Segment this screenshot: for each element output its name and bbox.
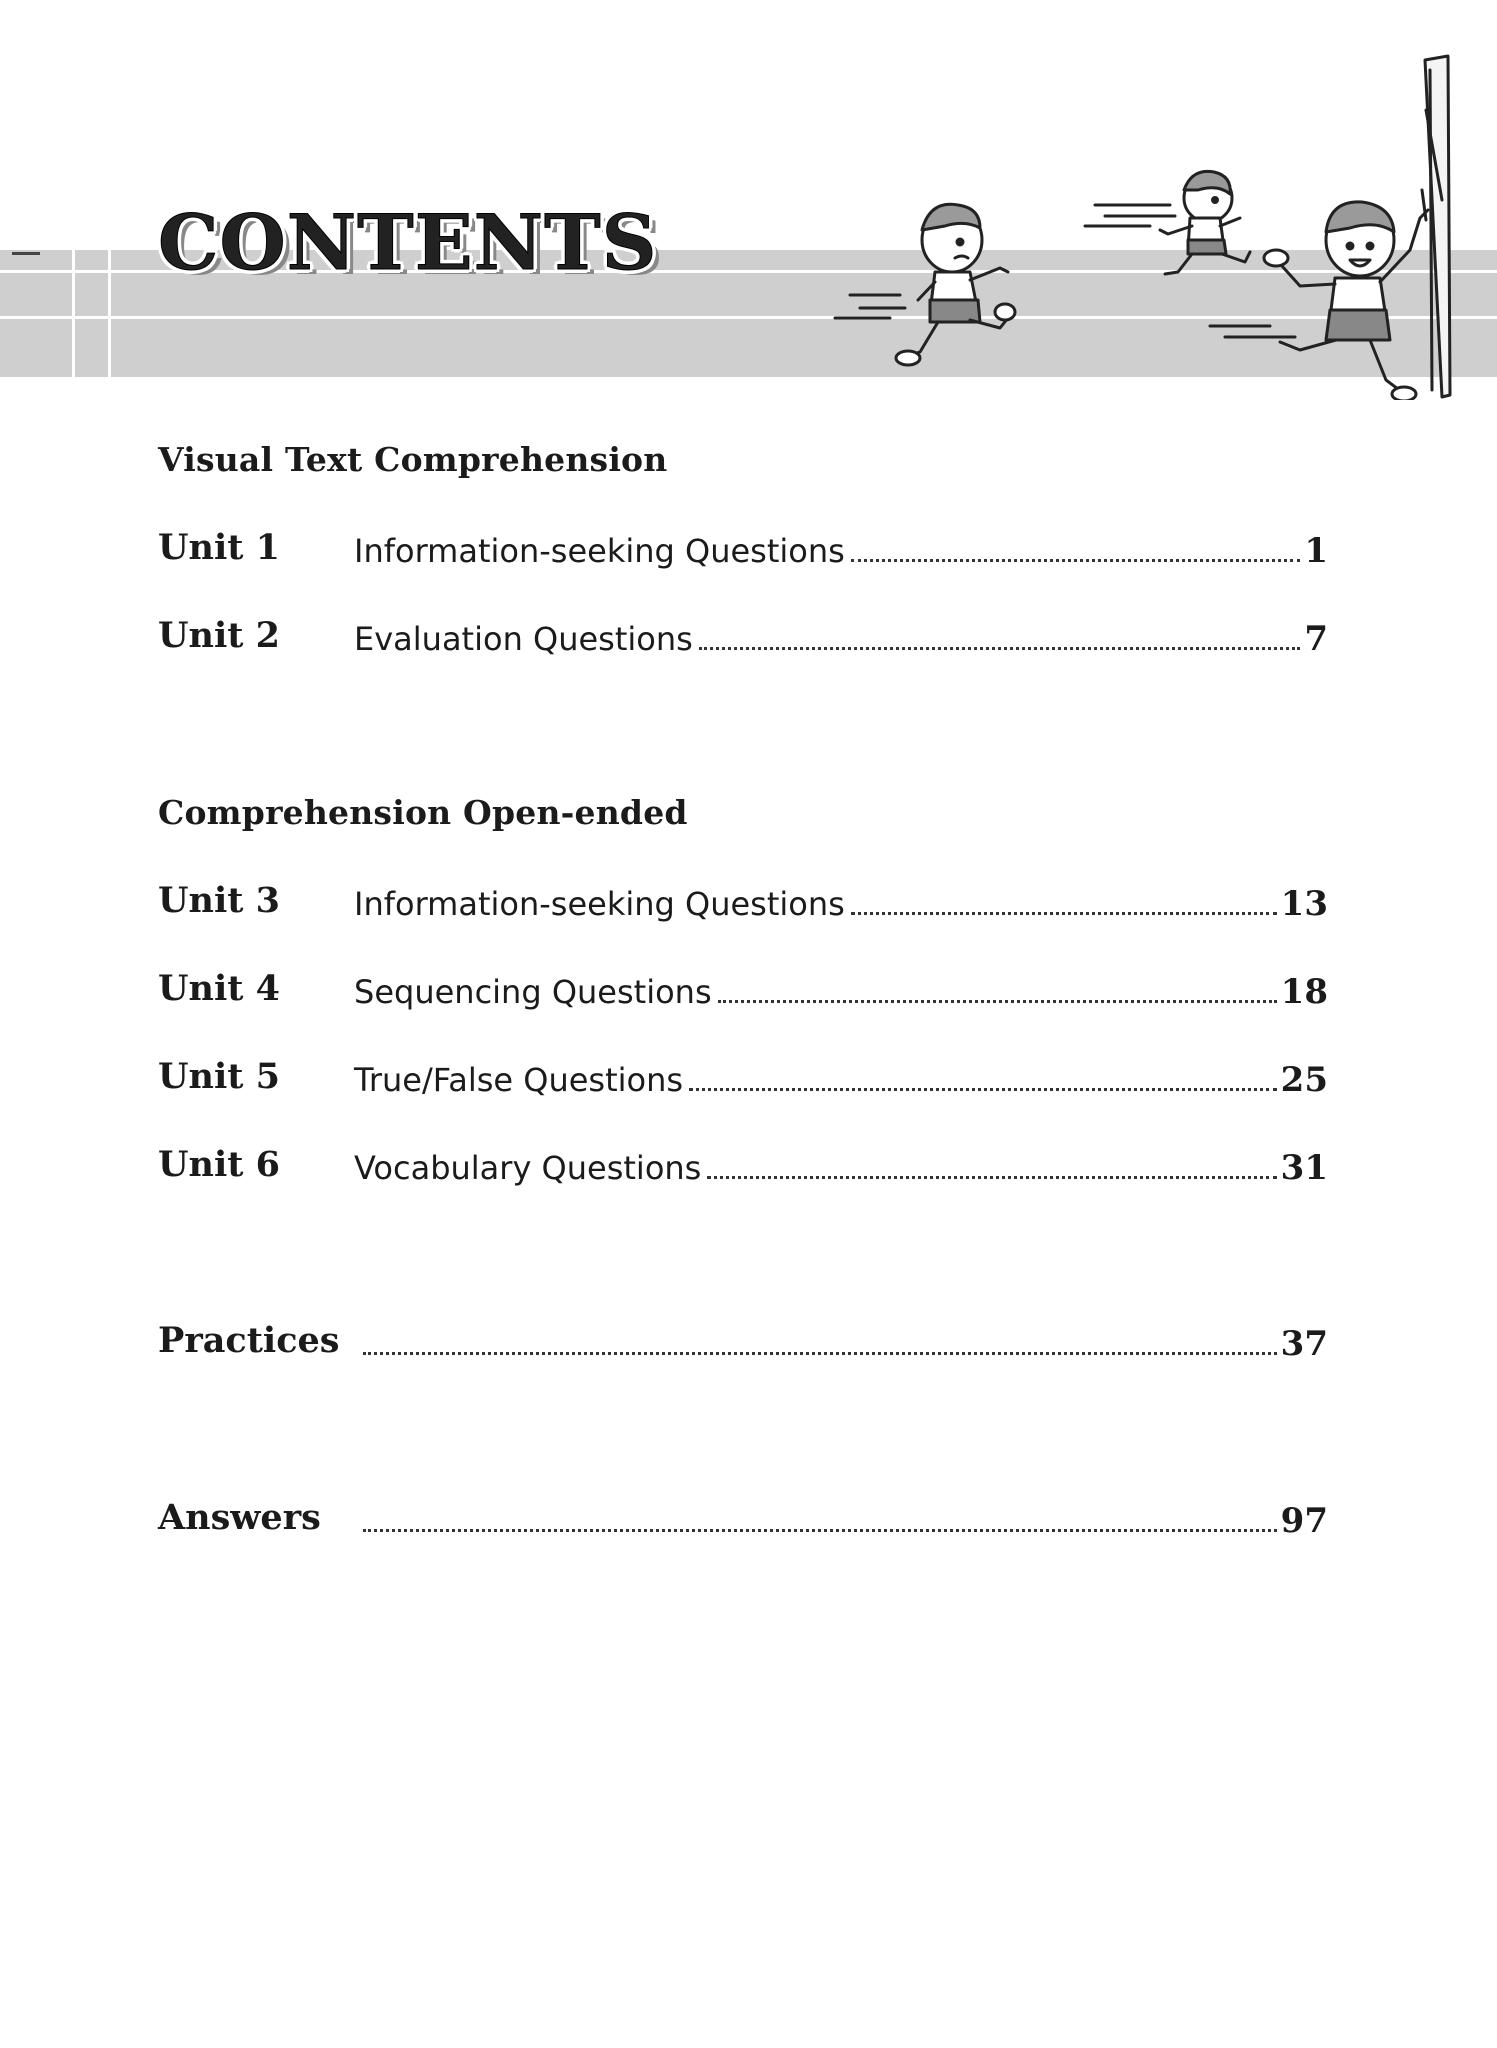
unit-title: Information-seeking Questions xyxy=(354,885,845,923)
toc-entry-unit-2[interactable] xyxy=(158,615,1328,665)
page-number: 7 xyxy=(1304,619,1328,659)
unit-label: Unit 3 xyxy=(158,880,280,921)
toc-entry-line xyxy=(354,531,1328,571)
unit-title: Vocabulary Questions xyxy=(354,1149,702,1187)
toc-entry-practices[interactable] xyxy=(158,1320,1328,1370)
unit-title: Information-seeking Questions xyxy=(354,532,845,570)
unit-label: Unit 6 xyxy=(158,1144,280,1185)
extra-label: Answers xyxy=(158,1497,321,1538)
running-children-illustration xyxy=(830,50,1497,400)
toc-entry-line xyxy=(354,972,1328,1012)
dot-leader xyxy=(689,1088,1277,1091)
unit-label: Unit 4 xyxy=(158,968,280,1009)
section-title: Comprehension Open-ended xyxy=(158,793,688,832)
band-divider xyxy=(108,250,111,377)
unit-title: True/False Questions xyxy=(354,1061,684,1099)
page-number: 25 xyxy=(1280,1060,1328,1100)
unit-label: Unit 2 xyxy=(158,615,280,656)
toc-entry-line xyxy=(354,1148,1328,1188)
unit-title: Sequencing Questions xyxy=(354,973,712,1011)
band-divider xyxy=(72,250,75,377)
unit-label: Unit 1 xyxy=(158,527,280,568)
dot-leader xyxy=(707,1176,1276,1179)
toc-entry-unit-6[interactable] xyxy=(158,1144,1328,1194)
unit-title: Evaluation Questions xyxy=(354,620,693,658)
toc-entry-answers[interactable] xyxy=(158,1497,1328,1547)
dot-leader xyxy=(718,1000,1277,1003)
corner-mark xyxy=(12,252,40,255)
page-number: 13 xyxy=(1280,884,1328,924)
toc-entry-unit-1[interactable] xyxy=(158,527,1328,577)
toc-entry-line xyxy=(363,1501,1328,1541)
toc-entry-line xyxy=(363,1324,1328,1364)
unit-label: Unit 5 xyxy=(158,1056,280,1097)
page-number: 31 xyxy=(1280,1148,1328,1188)
toc-entry-line xyxy=(354,1060,1328,1100)
dot-leader xyxy=(851,559,1301,562)
toc-entry-unit-3[interactable] xyxy=(158,880,1328,930)
toc-entry-line xyxy=(354,884,1328,924)
dot-leader xyxy=(851,912,1277,915)
page-title: CONTENTS xyxy=(158,198,658,287)
section-title: Visual Text Comprehension xyxy=(158,440,668,479)
page-number: 18 xyxy=(1280,972,1328,1012)
toc-entry-unit-5[interactable] xyxy=(158,1056,1328,1106)
extra-label: Practices xyxy=(158,1320,340,1361)
dot-leader xyxy=(363,1352,1277,1355)
page-number: 1 xyxy=(1304,531,1328,571)
dot-leader xyxy=(363,1529,1277,1532)
dot-leader xyxy=(699,647,1301,650)
toc-entry-line xyxy=(354,619,1328,659)
toc-entry-unit-4[interactable] xyxy=(158,968,1328,1018)
page-number: 37 xyxy=(1280,1324,1328,1364)
page-number: 97 xyxy=(1280,1501,1328,1541)
